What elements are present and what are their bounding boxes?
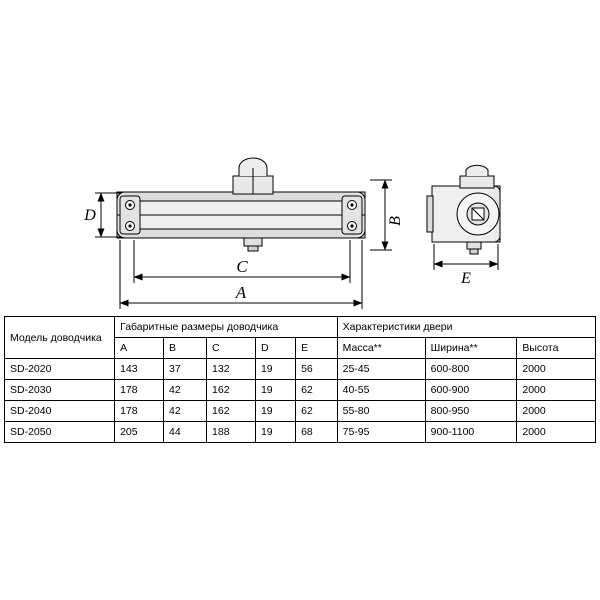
- cell-d: 19: [255, 359, 295, 380]
- cell-a: 143: [115, 359, 164, 380]
- dimension-b: [370, 180, 392, 250]
- cell-e: 56: [296, 359, 338, 380]
- header-mass: Масса**: [337, 338, 425, 359]
- cell-width: 900-1100: [425, 422, 517, 443]
- table-row: [5, 401, 596, 422]
- specification-table: [4, 316, 596, 443]
- cell-width: 600-800: [425, 359, 517, 380]
- cell-width: 600-900: [425, 380, 517, 401]
- cell-a: 178: [115, 380, 164, 401]
- cell-a: 178: [115, 401, 164, 422]
- cell-e: 62: [296, 401, 338, 422]
- cell-d: 19: [255, 422, 295, 443]
- header-door-group: Характеристики двери: [337, 317, 595, 338]
- header-height: Высота: [517, 338, 596, 359]
- label-a: A: [235, 283, 247, 302]
- cell-mass: 40-55: [337, 380, 425, 401]
- label-b: B: [387, 216, 404, 226]
- header-width: Ширина**: [425, 338, 517, 359]
- cell-e: 68: [296, 422, 338, 443]
- cell-model: SD-2030: [5, 380, 115, 401]
- cell-b: 37: [164, 359, 207, 380]
- table-row: [5, 359, 596, 380]
- header-a: A: [115, 338, 164, 359]
- cell-mass: 55-80: [337, 401, 425, 422]
- cell-height: 2000: [517, 359, 596, 380]
- cell-c: 162: [207, 380, 256, 401]
- label-d: D: [84, 207, 96, 224]
- cell-width: 800-950: [425, 401, 517, 422]
- header-b: B: [164, 338, 207, 359]
- cell-b: 42: [164, 380, 207, 401]
- label-e: E: [461, 270, 471, 287]
- header-d: D: [255, 338, 295, 359]
- cell-height: 2000: [517, 401, 596, 422]
- cell-model: SD-2020: [5, 359, 115, 380]
- cell-c: 162: [207, 401, 256, 422]
- label-c: C: [236, 257, 248, 276]
- cell-height: 2000: [517, 422, 596, 443]
- dimension-e: [434, 244, 498, 270]
- cell-c: 188: [207, 422, 256, 443]
- cell-a: 205: [115, 422, 164, 443]
- header-model: Модель доводчика: [5, 317, 115, 359]
- side-view-body: [117, 158, 365, 251]
- cell-d: 19: [255, 380, 295, 401]
- cell-e: 62: [296, 380, 338, 401]
- header-c: C: [207, 338, 256, 359]
- cell-d: 19: [255, 401, 295, 422]
- cell-model: SD-2040: [5, 401, 115, 422]
- cell-b: 42: [164, 401, 207, 422]
- cell-mass: 25-45: [337, 359, 425, 380]
- cell-height: 2000: [517, 380, 596, 401]
- header-dimensions-group: Габаритные размеры доводчика: [115, 317, 338, 338]
- end-view-body: [427, 165, 500, 254]
- cell-b: 44: [164, 422, 207, 443]
- cell-c: 132: [207, 359, 256, 380]
- cell-model: SD-2050: [5, 422, 115, 443]
- spec-table-container: [4, 316, 596, 443]
- header-e: E: [296, 338, 338, 359]
- table-group-header-row: [5, 317, 596, 338]
- table-row: [5, 422, 596, 443]
- cell-mass: 75-95: [337, 422, 425, 443]
- table-row: [5, 380, 596, 401]
